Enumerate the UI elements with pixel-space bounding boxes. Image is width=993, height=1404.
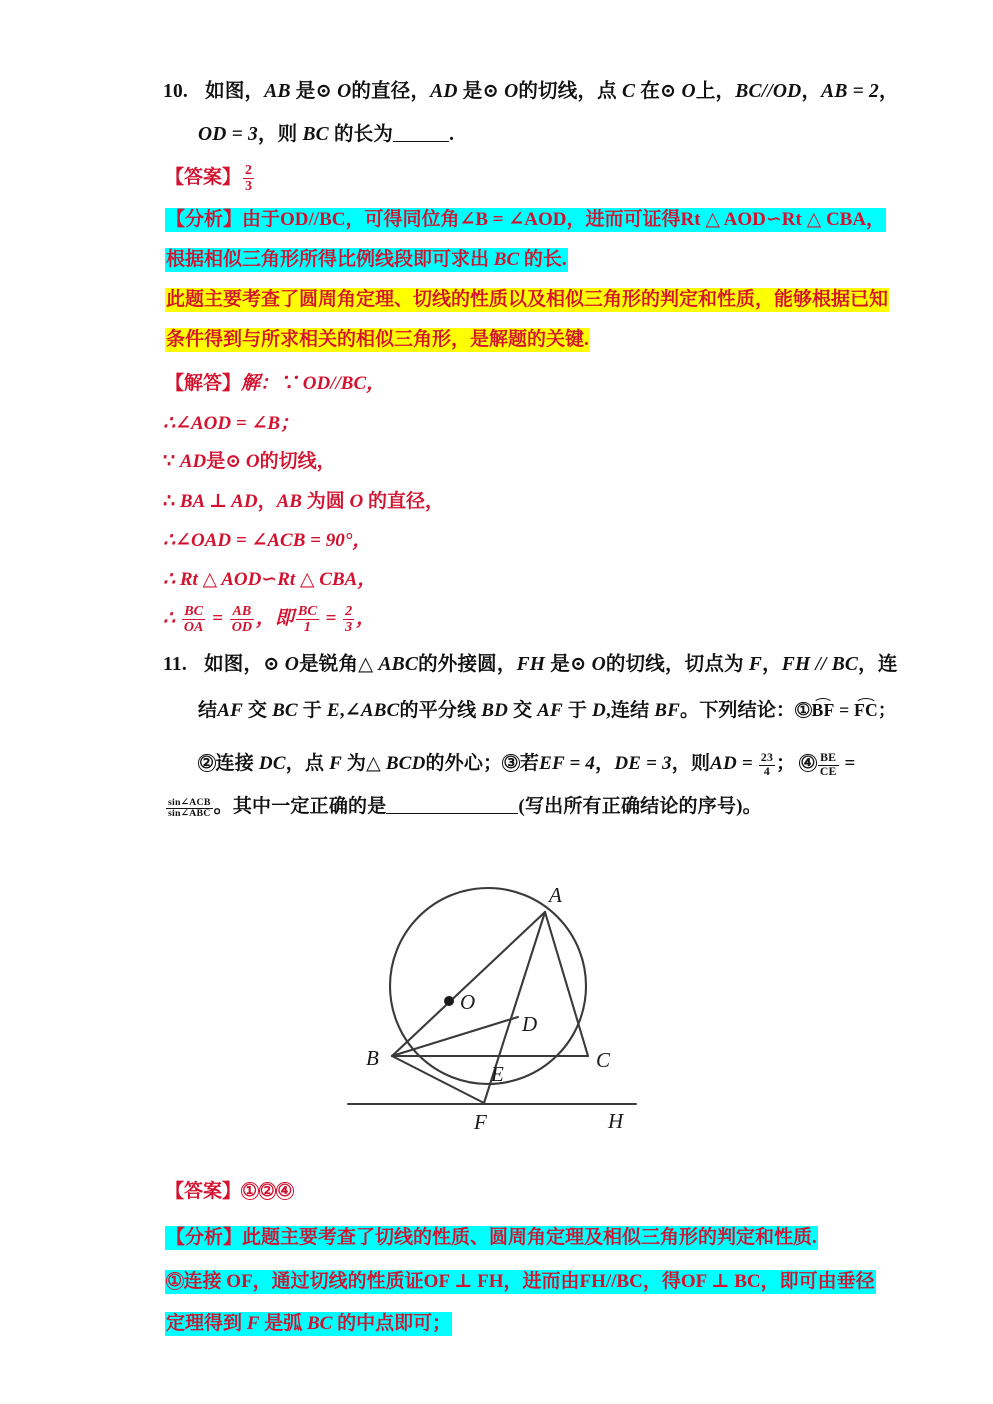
segment-bd <box>392 1017 518 1056</box>
fraction-sin-ratio: $\frac{\text{sin∠ACB}}{\text{sin∠ABC}}$ <box>168 796 211 820</box>
answer-item-3: ④ <box>277 1181 293 1200</box>
problem10-answer-fraction: $\frac{2}{3}$ <box>245 162 253 194</box>
problem10-solution-line4: ∴ BA ⊥ AD，AB 为圆 O 的直径， <box>163 491 444 512</box>
problem11-analysis-label: 【分析】 <box>166 1227 243 1248</box>
conclusion-1-marker: ① <box>796 702 811 719</box>
conclusion-3-marker: ③ <box>503 753 519 773</box>
center-point-o <box>444 996 454 1006</box>
problem10-solution-line7: ∴ $\frac{BC}{OA}$ = $\frac{AB}{OD}$ ，即 $\frac{BC}{1}$ = $\frac{2}{3}$ ， <box>163 603 376 635</box>
conclusion-2-marker: ② <box>199 753 215 773</box>
problem11-stem-line3: ②连接 DC，点 F 为△ BCD的外心；③若EF = 4，DE = 3，则AD = $\frac{23}{4}$ ； ④ $\frac{BE}{CE}$ = <box>199 751 856 778</box>
label-D: D <box>522 1012 538 1036</box>
problem10-answer-blank[interactable] <box>393 141 449 142</box>
label-B: B <box>366 1046 379 1070</box>
problem10-solution-line1: 【解答】解：∵ OD//BC， <box>165 373 386 394</box>
arc-fc: FC <box>854 700 878 720</box>
segment-ac <box>545 912 588 1056</box>
label-C: C <box>596 1048 611 1072</box>
problem11-analysis-line1: 【分析】此题主要考查了切线的性质、圆周角定理及相似三角形的判定和性质. <box>166 1227 817 1248</box>
analysis-item-1-marker: ① <box>167 1271 183 1290</box>
problem10-answer <box>165 163 256 194</box>
problem10-solution-line5: ∴∠OAD = ∠ACB = 90°， <box>163 530 372 551</box>
problem11-number: 11. <box>163 654 187 675</box>
label-O: O <box>460 990 476 1014</box>
ratio-bc-oa: $\frac{BC}{OA}$ <box>183 603 204 635</box>
fraction-23-4: $\frac{23}{4}$ <box>760 751 774 778</box>
problem10-solution-label: 【解答】 <box>165 373 242 394</box>
problem11-stem-line2: 结AF 交 BC 于 E,∠ABC的平分线 BD 交 AF 于 D,连结 BF。下列结论：①BF = FC； <box>198 700 896 721</box>
problem10-number: 10. <box>163 81 188 102</box>
problem11-answer-label: 【答案】 <box>165 1181 242 1202</box>
ratio-2-3: $\frac{2}{3}$ <box>345 603 353 635</box>
problem10-solution-line2: ∴∠AOD = ∠B； <box>163 413 300 434</box>
problem11-analysis-line2: ①连接 OF，通过切线的性质证OF ⊥ FH，进而由FH//BC，得OF ⊥ BC，即可由垂径 <box>165 1272 876 1291</box>
problem11-analysis-line3: 定理得到 F 是弧 BC 的中点即可； <box>166 1313 452 1334</box>
label-H: H <box>608 1109 624 1133</box>
arc-bf: BF <box>811 700 835 720</box>
problem11-number-and-stem-line1: 11. 如图，⊙ O是锐角△ ABC的外接圆，FH 是⊙ O的切线，切点为 F，FH // BC，连 <box>163 654 898 675</box>
label-F: F <box>474 1110 487 1134</box>
problem11-answer <box>165 1182 294 1201</box>
fraction-be-ce: $\frac{BE}{CE}$ <box>819 751 837 778</box>
problem10-answer-label: 【答案】 <box>165 166 242 188</box>
ratio-ab-od: $\frac{AB}{OD}$ <box>231 603 252 635</box>
label-A: A <box>549 883 562 907</box>
problem10-solution-line3: ∵ AD是⊙ O的切线， <box>163 451 336 472</box>
problem10-stem-line2: OD = 3，则 BC 的长为 . <box>198 124 455 145</box>
problem11-answer-blank[interactable] <box>386 813 518 814</box>
problem10-solution-line6: ∴ Rt △ AOD∽Rt △ CBA， <box>163 569 377 590</box>
problem10-comment-line2: 条件得到与所求相关的相似三角形，是解题的关键. <box>166 329 589 350</box>
problem10-analysis-line2: 根据相似三角形所得比例线段即可求出 BC 的长. <box>166 249 567 270</box>
problem10-analysis-line1: 【分析】由于OD//BC，可得同位角∠B = ∠AOD，进而可证得Rt △ AOD∽Rt △ CBA， <box>166 209 886 230</box>
problem11-stem-line4: $\frac{\text{sin∠ACB}}{\text{sin∠ABC}}$ 。其中一定正确的是 (写出所有正确结论的序号)。 <box>168 796 762 820</box>
circle-o <box>390 888 586 1084</box>
problem10-comment-line1: 此题主要考查了圆周角定理、切线的性质以及相似三角形的判定和性质，能够根据已知 <box>166 289 889 310</box>
problem10-analysis-label: 【分析】 <box>166 209 243 230</box>
answer-item-1: ① <box>242 1181 258 1200</box>
conclusion-4-marker: ④ <box>800 753 816 773</box>
answer-item-2: ② <box>259 1181 275 1200</box>
segment-bf <box>392 1056 484 1103</box>
problem10-number-and-stem-line1: 10. 如图，AB 是⊙ O的直径，AD 是⊙ O的切线，点 C 在⊙ O上，BC//OD，AB = 2， <box>163 81 899 102</box>
circle-geometry-diagram <box>336 876 666 1156</box>
ratio-bc-1: $\frac{BC}{1}$ <box>298 603 317 635</box>
label-E: E <box>491 1062 504 1086</box>
figure-labels <box>366 883 625 1134</box>
